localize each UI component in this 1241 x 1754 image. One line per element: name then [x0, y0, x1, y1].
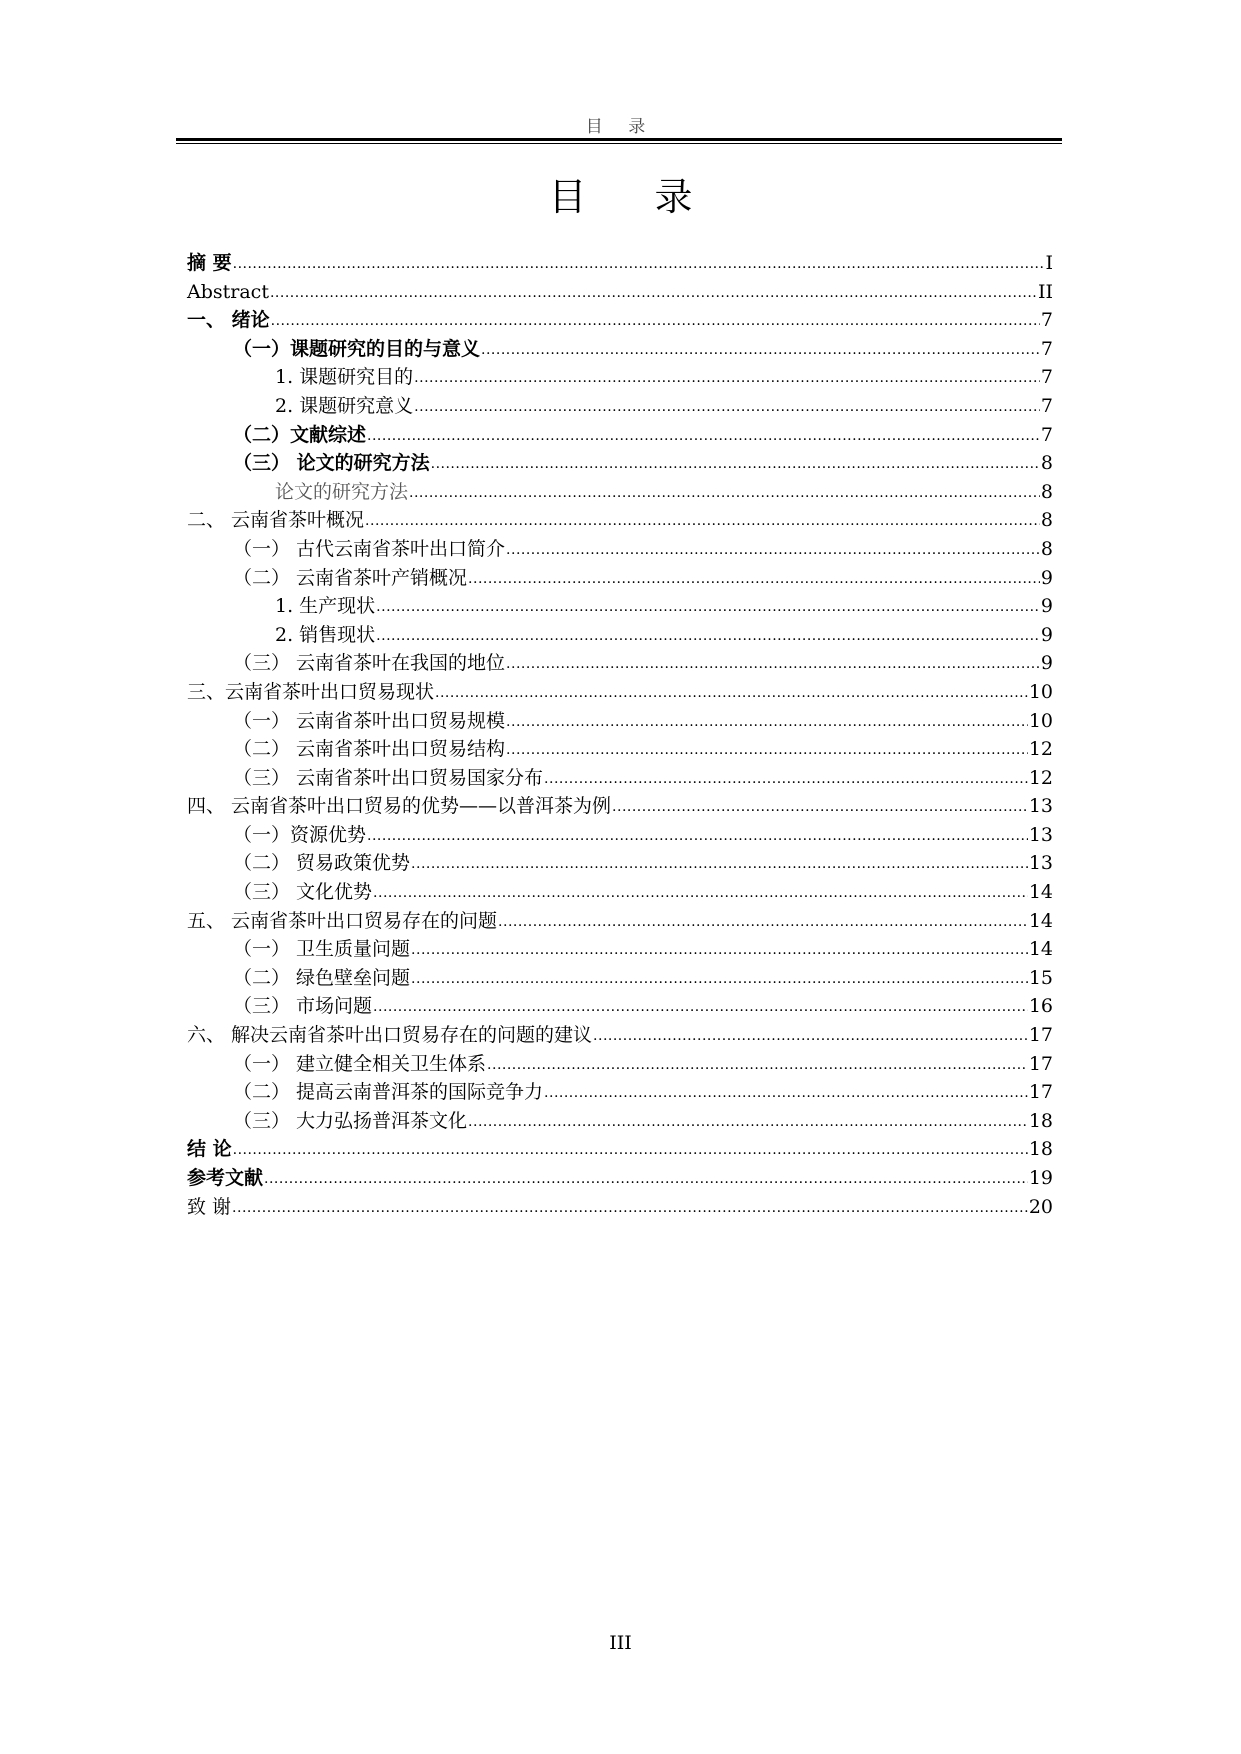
running-header: 目 录: [585, 117, 656, 137]
toc-dot-leader: [271, 307, 1040, 336]
toc-entry-label: 摘 要: [187, 252, 232, 274]
toc-entry[interactable]: [187, 478, 1053, 507]
toc-entry[interactable]: [187, 849, 1053, 878]
toc-entry-page: 13: [1028, 852, 1053, 875]
toc-dot-leader: [409, 479, 1040, 508]
toc-entry[interactable]: [187, 564, 1053, 593]
toc-entry-page: 17: [1028, 1052, 1053, 1075]
toc-entry-label: （二） 贸易政策优势: [233, 852, 411, 875]
toc-dot-leader: [481, 336, 1040, 365]
toc-dot-leader: [487, 1051, 1028, 1080]
toc-entry[interactable]: [187, 764, 1053, 793]
toc-entry-label: （二） 提高云南普洱茶的国际竞争力: [233, 1081, 544, 1104]
toc-entry-page: 17: [1028, 1081, 1053, 1104]
toc-dot-leader: [367, 822, 1028, 851]
toc-entry[interactable]: [187, 821, 1053, 850]
toc-entry-label: （一）资源优势: [233, 823, 367, 846]
toc-dot-leader: [593, 1022, 1028, 1051]
toc-entry-label: 五、 云南省茶叶出口贸易存在的问题: [187, 909, 498, 932]
toc-entry[interactable]: [187, 1164, 1053, 1193]
toc-entry-label: （三） 云南省茶叶出口贸易国家分布: [233, 766, 544, 789]
toc-entry-page: 17: [1028, 1024, 1053, 1047]
toc-entry-page: 14: [1028, 938, 1053, 961]
toc-entry[interactable]: [187, 335, 1053, 364]
toc-entry[interactable]: [187, 1193, 1053, 1222]
toc-entry[interactable]: [187, 592, 1053, 621]
toc-dot-leader: [232, 1194, 1028, 1223]
toc-entry-page: 18: [1028, 1109, 1053, 1132]
toc-entry-label: （三） 论文的研究方法: [233, 452, 430, 475]
toc-entry[interactable]: [187, 707, 1053, 736]
toc-dot-leader: [411, 965, 1028, 994]
toc-entry-label: （一） 建立健全相关卫生体系: [233, 1052, 487, 1075]
toc-entry-page: 9: [1040, 623, 1053, 646]
toc-dot-leader: [414, 393, 1040, 422]
header-rule-thin: [176, 143, 1062, 144]
toc-entry[interactable]: [187, 992, 1053, 1021]
toc-entry-page: 7: [1040, 337, 1053, 360]
toc-entry-page: 7: [1040, 366, 1053, 389]
toc-entry-page: 10: [1028, 709, 1053, 732]
toc-entry-label: （一） 古代云南省茶叶出口简介: [233, 537, 506, 560]
toc-entry[interactable]: [187, 1135, 1053, 1164]
table-of-contents: [187, 249, 1053, 1221]
toc-entry-label: 1. 生产现状: [275, 595, 376, 618]
toc-entry-page: 15: [1028, 966, 1053, 989]
toc-entry[interactable]: [187, 1021, 1053, 1050]
toc-dot-leader: [411, 850, 1028, 879]
toc-entry-label: （三） 大力弘扬普洱茶文化: [233, 1109, 468, 1132]
toc-entry-page: 12: [1028, 766, 1053, 789]
toc-entry[interactable]: [187, 735, 1053, 764]
page-title: 目 录: [548, 175, 721, 219]
toc-entry-page: I: [1045, 252, 1053, 274]
toc-entry-label: （二） 云南省茶叶出口贸易结构: [233, 738, 506, 761]
toc-dot-leader: [498, 908, 1028, 937]
toc-entry-label: （二） 云南省茶叶产销概况: [233, 566, 468, 589]
toc-entry-page: 9: [1040, 652, 1053, 675]
toc-entry-label: 结 论: [187, 1138, 232, 1161]
toc-entry-label: 三、云南省茶叶出口贸易现状: [187, 680, 435, 703]
toc-entry-label: 论文的研究方法: [275, 480, 409, 503]
toc-entry-page: 19: [1028, 1167, 1053, 1189]
toc-dot-leader: [376, 622, 1040, 651]
toc-entry-label: 参考文献: [187, 1167, 264, 1189]
toc-entry[interactable]: [187, 878, 1053, 907]
toc-entry-page: II: [1037, 280, 1053, 303]
toc-entry[interactable]: [187, 792, 1053, 821]
toc-dot-leader: [544, 765, 1028, 794]
toc-entry-page: 20: [1028, 1195, 1053, 1218]
toc-entry-label: 一、 绪论: [187, 309, 270, 332]
toc-entry-page: 8: [1040, 537, 1053, 560]
toc-entry[interactable]: [187, 421, 1053, 450]
toc-entry-page: 13: [1028, 823, 1053, 846]
toc-entry[interactable]: [187, 306, 1053, 335]
toc-dot-leader: [233, 250, 1045, 279]
toc-entry-label: （三） 云南省茶叶在我国的地位: [233, 652, 506, 675]
toc-entry[interactable]: [187, 392, 1053, 421]
toc-entry[interactable]: [187, 363, 1053, 392]
toc-entry[interactable]: [187, 278, 1053, 307]
toc-entry-page: 10: [1028, 680, 1053, 703]
toc-dot-leader: [376, 593, 1040, 622]
toc-dot-leader: [544, 1079, 1028, 1108]
toc-dot-leader: [506, 536, 1040, 565]
toc-entry[interactable]: [187, 449, 1053, 478]
toc-entry-label: （三） 市场问题: [233, 995, 373, 1018]
toc-entry-page: 9: [1040, 566, 1053, 589]
toc-entry-label: （一） 云南省茶叶出口贸易规模: [233, 709, 506, 732]
toc-dot-leader: [612, 793, 1028, 822]
toc-dot-leader: [365, 507, 1040, 536]
toc-entry[interactable]: [187, 506, 1053, 535]
toc-dot-leader: [367, 422, 1040, 451]
toc-entry-label: 致 谢: [187, 1195, 232, 1218]
toc-entry-page: 7: [1040, 423, 1053, 446]
toc-entry-label: 四、 云南省茶叶出口贸易的优势——以普洱茶为例: [187, 795, 612, 818]
toc-entry[interactable]: [187, 964, 1053, 993]
toc-entry[interactable]: [187, 1050, 1053, 1079]
toc-entry[interactable]: [187, 249, 1053, 278]
toc-dot-leader: [506, 708, 1028, 737]
toc-entry-page: 9: [1040, 595, 1053, 618]
toc-entry-label: 2. 销售现状: [275, 623, 376, 646]
toc-dot-leader: [411, 936, 1028, 965]
toc-entry[interactable]: [187, 649, 1053, 678]
toc-dot-leader: [468, 1108, 1028, 1137]
toc-entry-page: 8: [1040, 452, 1053, 475]
toc-entry-label: （一）课题研究的目的与意义: [233, 337, 481, 360]
toc-entry[interactable]: [187, 621, 1053, 650]
toc-dot-leader: [373, 879, 1028, 908]
footer-page-number: III: [609, 1632, 632, 1654]
toc-entry[interactable]: [187, 1107, 1053, 1136]
toc-entry-page: 18: [1028, 1138, 1053, 1161]
toc-dot-leader: [506, 736, 1028, 765]
toc-entry-page: 14: [1028, 909, 1053, 932]
toc-entry-label: 2. 课题研究意义: [275, 394, 414, 417]
toc-entry-page: 14: [1028, 881, 1053, 904]
toc-entry-page: 12: [1028, 738, 1053, 761]
header-rule-thick: [176, 138, 1062, 141]
toc-entry[interactable]: [187, 935, 1053, 964]
toc-entry-page: 7: [1040, 394, 1053, 417]
toc-dot-leader: [506, 650, 1040, 679]
toc-entry-page: 8: [1040, 509, 1053, 532]
toc-entry-page: 8: [1040, 480, 1053, 503]
toc-entry-page: 7: [1040, 309, 1053, 332]
toc-entry-label: 1. 课题研究目的: [275, 366, 414, 389]
toc-entry[interactable]: [187, 535, 1053, 564]
toc-entry-label: Abstract: [187, 280, 269, 303]
toc-entry[interactable]: [187, 907, 1053, 936]
toc-entry-page: 16: [1028, 995, 1053, 1018]
toc-entry-label: （二）文献综述: [233, 423, 367, 446]
toc-dot-leader: [264, 1165, 1028, 1194]
toc-dot-leader: [233, 1136, 1028, 1165]
toc-entry-label: 二、 云南省茶叶概况: [187, 509, 365, 532]
toc-dot-leader: [435, 679, 1028, 708]
toc-entry-label: （一） 卫生质量问题: [233, 938, 411, 961]
toc-entry-label: 六、 解决云南省茶叶出口贸易存在的问题的建议: [187, 1024, 593, 1047]
toc-entry-label: （二） 绿色壁垒问题: [233, 966, 411, 989]
toc-entry-page: 13: [1028, 795, 1053, 818]
toc-entry[interactable]: [187, 678, 1053, 707]
toc-dot-leader: [431, 450, 1040, 479]
toc-dot-leader: [468, 565, 1040, 594]
toc-entry-label: （三） 文化优势: [233, 881, 373, 904]
toc-dot-leader: [270, 279, 1037, 308]
toc-dot-leader: [373, 993, 1028, 1022]
toc-dot-leader: [414, 364, 1040, 393]
toc-entry[interactable]: [187, 1078, 1053, 1107]
